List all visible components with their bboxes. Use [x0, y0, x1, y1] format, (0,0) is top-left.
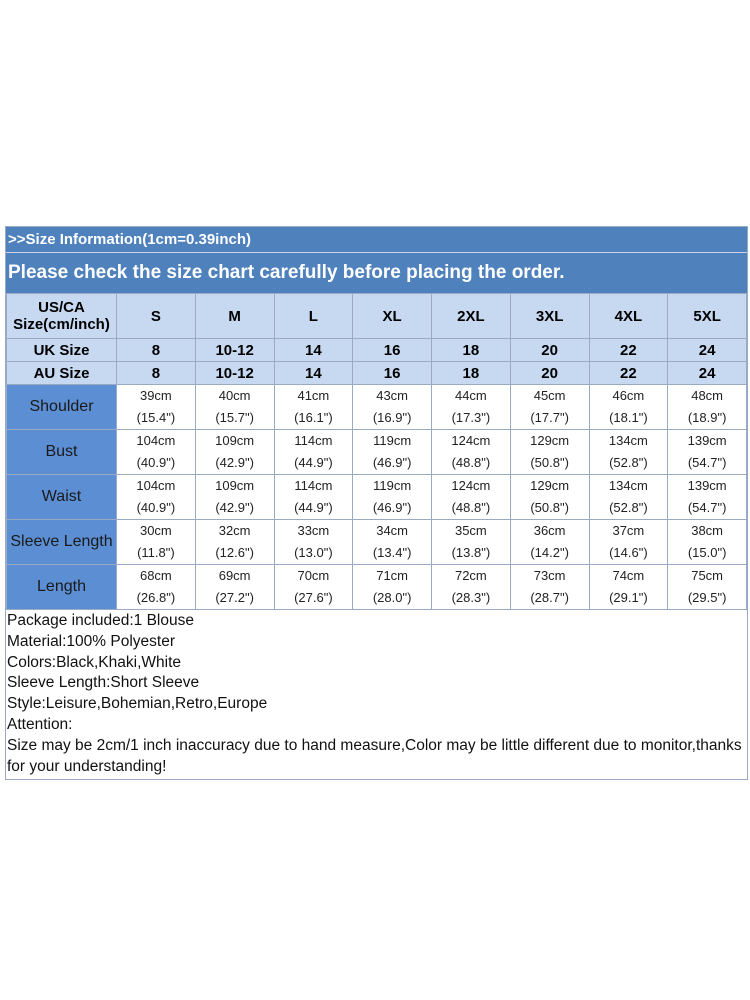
measurement-cell — [432, 520, 511, 565]
measurement-cm: 129cm — [530, 433, 570, 448]
measurement-cm: 134cm — [608, 433, 648, 448]
measurement-inch: (44.9") — [294, 500, 333, 515]
measurement-inch: (50.8") — [530, 500, 569, 515]
measurement-cell — [195, 475, 274, 520]
measurement-cm: 109cm — [215, 478, 255, 493]
measurement-inch: (28.3") — [451, 590, 491, 605]
measurement-cell — [117, 430, 196, 475]
measurement-cm: 119cm — [373, 478, 412, 493]
size-cell: 10-12 — [195, 339, 274, 362]
note-line: Attention: — [7, 715, 73, 733]
measurement-cell — [432, 565, 511, 610]
size-cell: 18 — [432, 339, 511, 362]
measurement-label: Waist — [7, 475, 117, 520]
measurement-cell — [117, 385, 196, 430]
measurement-cm: 69cm — [218, 568, 251, 583]
measurement-cm: 139cm — [687, 433, 727, 448]
measurement-cell — [668, 565, 747, 610]
measurement-cm: 134cm — [608, 478, 648, 493]
measurement-inch: (52.8") — [609, 455, 648, 470]
note-line: Sleeve Length:Short Sleeve — [7, 674, 200, 692]
measurement-inch: (29.1") — [609, 590, 648, 605]
measurement-inch: (48.8") — [451, 455, 491, 470]
measurement-label: Shoulder — [7, 385, 117, 430]
measurement-cell — [353, 385, 432, 430]
measurement-cm: 38cm — [691, 523, 724, 538]
note-line: Material:100% Polyester — [7, 632, 175, 650]
measurement-label: Length — [7, 565, 117, 610]
measurement-inch: (26.8") — [136, 590, 176, 605]
measurement-cell — [432, 475, 511, 520]
measurement-cm: 104cm — [136, 478, 176, 493]
measurement-cell — [668, 475, 747, 520]
measurement-cell — [353, 565, 432, 610]
measurement-cell — [589, 385, 668, 430]
measurement-inch: (28.0") — [372, 590, 412, 605]
measurement-cm: 43cm — [376, 388, 409, 403]
size-cell: 3XL — [510, 294, 589, 339]
measurement-cell — [668, 520, 747, 565]
measurement-cm: 46cm — [612, 388, 645, 403]
size-row-label: UK Size — [7, 339, 117, 362]
measurement-cell — [589, 565, 668, 610]
size-check-notice: Please check the size chart carefully before placing the order. — [6, 253, 747, 293]
measurement-cm: 35cm — [454, 523, 487, 538]
measurement-cm: 33cm — [297, 523, 330, 538]
measurement-cm: 74cm — [612, 568, 645, 583]
measurement-cell — [668, 430, 747, 475]
measurement-inch: (42.9") — [215, 500, 254, 515]
measurement-cell — [353, 475, 432, 520]
measurement-cm: 114cm — [294, 433, 333, 448]
measurement-inch: (13.8") — [451, 545, 491, 560]
size-cell: 20 — [510, 362, 589, 385]
measurement-cm: 119cm — [373, 433, 412, 448]
measurement-inch: (14.6") — [609, 545, 648, 560]
measurement-cell — [510, 520, 589, 565]
measurement-row — [7, 385, 747, 430]
measurement-inch: (13.0") — [294, 545, 333, 560]
measurement-inch: (14.2") — [530, 545, 569, 560]
measurement-inch: (50.8") — [530, 455, 569, 470]
measurement-cm: 39cm — [139, 388, 172, 403]
measurement-inch: (42.9") — [215, 455, 254, 470]
measurement-cm: 109cm — [215, 433, 255, 448]
measurement-label: Sleeve Length — [7, 520, 117, 565]
size-cell: 2XL — [432, 294, 511, 339]
measurement-inch: (15.7") — [215, 410, 254, 425]
measurement-row — [7, 475, 747, 520]
size-cell: L — [274, 294, 353, 339]
measurement-cell — [274, 565, 353, 610]
size-info-header: >>Size Information(1cm=0.39inch) — [6, 227, 747, 253]
measurement-cell — [510, 475, 589, 520]
size-table — [6, 293, 747, 610]
product-notes — [6, 610, 747, 779]
measurement-inch: (54.7") — [687, 500, 727, 515]
measurement-inch: (18.1") — [609, 410, 648, 425]
measurement-cm: 48cm — [691, 388, 724, 403]
size-cell: S — [117, 294, 196, 339]
measurement-cm: 36cm — [533, 523, 566, 538]
measurement-inch: (11.8") — [137, 545, 175, 560]
measurement-cell — [589, 475, 668, 520]
measurement-cell — [353, 520, 432, 565]
measurement-inch: (13.4") — [372, 545, 412, 560]
size-cell: 10-12 — [195, 362, 274, 385]
measurement-inch: (29.5") — [687, 590, 727, 605]
measurement-inch: (40.9") — [136, 500, 176, 515]
size-cell: 24 — [668, 362, 747, 385]
measurement-cm: 124cm — [451, 433, 491, 448]
size-row-label: US/CA Size(cm/inch) — [7, 294, 117, 339]
measurement-cell — [589, 520, 668, 565]
measurement-cell — [510, 565, 589, 610]
measurement-cell — [432, 430, 511, 475]
size-row — [7, 362, 747, 385]
measurement-inch: (27.6") — [294, 590, 333, 605]
size-cell: 14 — [274, 362, 353, 385]
measurement-inch: (18.9") — [687, 410, 727, 425]
measurement-cm: 139cm — [687, 478, 727, 493]
size-cell: 4XL — [589, 294, 668, 339]
note-line: Style:Leisure,Bohemian,Retro,Europe — [7, 695, 268, 713]
measurement-cm: 124cm — [451, 478, 491, 493]
measurement-inch: (12.6") — [215, 545, 254, 560]
measurement-cm: 73cm — [533, 568, 566, 583]
size-row-label: AU Size — [7, 362, 117, 385]
measurement-cm: 114cm — [294, 478, 333, 493]
measurement-row — [7, 565, 747, 610]
measurement-cell — [274, 385, 353, 430]
measurement-inch: (27.2") — [215, 590, 254, 605]
size-cell: 5XL — [668, 294, 747, 339]
measurement-inch: (16.1") — [294, 410, 333, 425]
size-row — [7, 339, 747, 362]
measurement-inch: (17.7") — [530, 410, 569, 425]
note-line: Size may be 2cm/1 inch inaccuracy due to hand measure,Color may be little different due to monitor,thanks for your understanding! — [7, 736, 742, 775]
measurement-inch: (40.9") — [136, 455, 176, 470]
measurement-cell — [195, 430, 274, 475]
size-cell: XL — [353, 294, 432, 339]
measurement-row — [7, 520, 747, 565]
size-chart — [5, 226, 748, 780]
size-cell: 8 — [117, 339, 196, 362]
measurement-cell — [274, 430, 353, 475]
measurement-cm: 37cm — [612, 523, 645, 538]
measurement-cm: 71cm — [376, 568, 409, 583]
size-cell: 16 — [353, 339, 432, 362]
size-cell: 22 — [589, 339, 668, 362]
measurement-inch: (54.7") — [687, 455, 727, 470]
size-cell: 24 — [668, 339, 747, 362]
size-cell: 16 — [353, 362, 432, 385]
measurement-cell — [117, 565, 196, 610]
measurement-cm: 30cm — [139, 523, 172, 538]
measurement-cm: 34cm — [376, 523, 409, 538]
size-row — [7, 294, 747, 339]
measurement-cell — [195, 565, 274, 610]
size-cell: 18 — [432, 362, 511, 385]
measurement-cell — [589, 430, 668, 475]
measurement-inch: (48.8") — [451, 500, 491, 515]
measurement-inch: (52.8") — [609, 500, 648, 515]
size-cell: M — [195, 294, 274, 339]
measurement-inch: (15.4") — [136, 410, 176, 425]
measurement-cell — [668, 385, 747, 430]
measurement-cell — [510, 385, 589, 430]
measurement-cm: 70cm — [297, 568, 330, 583]
measurement-cell — [353, 430, 432, 475]
measurement-cell — [274, 520, 353, 565]
measurement-cell — [195, 385, 274, 430]
note-line: Package included:1 Blouse — [7, 612, 194, 629]
measurement-cell — [117, 520, 196, 565]
measurement-cm: 104cm — [136, 433, 176, 448]
measurement-cm: 72cm — [454, 568, 487, 583]
size-cell: 20 — [510, 339, 589, 362]
measurement-cm: 45cm — [533, 388, 566, 403]
measurement-cm: 41cm — [297, 388, 330, 403]
measurement-inch: (46.9") — [372, 455, 412, 470]
size-cell: 8 — [117, 362, 196, 385]
measurement-cm: 40cm — [218, 388, 251, 403]
measurement-inch: (15.0") — [687, 545, 727, 560]
measurement-inch: (16.9") — [372, 410, 412, 425]
measurement-cm: 129cm — [530, 478, 570, 493]
size-cell: 14 — [274, 339, 353, 362]
measurement-inch: (28.7") — [530, 590, 569, 605]
measurement-inch: (44.9") — [294, 455, 333, 470]
measurement-cm: 32cm — [218, 523, 251, 538]
measurement-cell — [274, 475, 353, 520]
note-line: Colors:Black,Khaki,White — [7, 653, 182, 671]
measurement-cm: 68cm — [139, 568, 172, 583]
measurement-inch: (17.3") — [451, 410, 491, 425]
measurement-cell — [510, 430, 589, 475]
measurement-cell — [195, 520, 274, 565]
measurement-cm: 75cm — [691, 568, 724, 583]
measurement-inch: (46.9") — [372, 500, 412, 515]
measurement-cell — [117, 475, 196, 520]
measurement-label: Bust — [7, 430, 117, 475]
size-table-body — [7, 294, 747, 610]
measurement-cm: 44cm — [454, 388, 487, 403]
size-cell: 22 — [589, 362, 668, 385]
measurement-cell — [432, 385, 511, 430]
measurement-row — [7, 430, 747, 475]
